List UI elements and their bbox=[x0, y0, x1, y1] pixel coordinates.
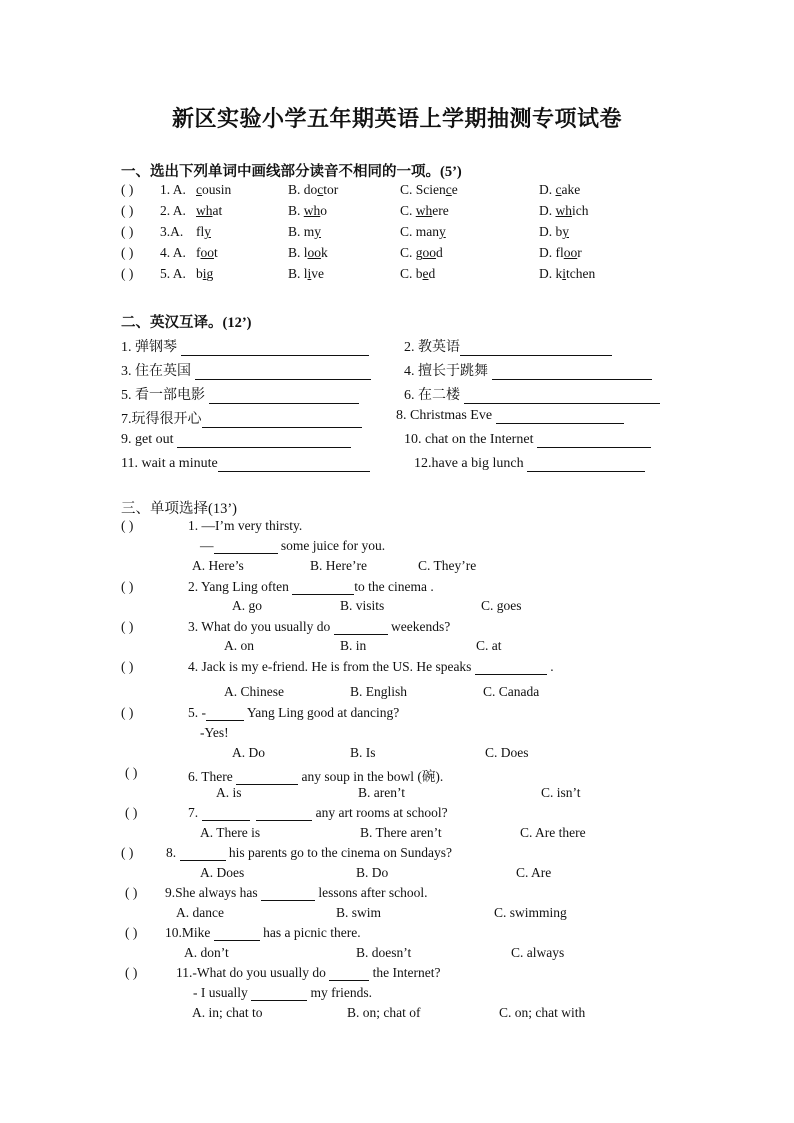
q10-option-b: B. doesn’t bbox=[356, 945, 412, 960]
q11-line2: - I usually my friends. bbox=[193, 985, 372, 1000]
section1-question-number: 1. A. bbox=[160, 182, 186, 197]
answer-blank[interactable] bbox=[195, 365, 371, 380]
q5-option-a: A. Do bbox=[232, 745, 265, 760]
q11-paren: ( ) bbox=[125, 965, 138, 980]
underlined-letters: c bbox=[196, 182, 202, 197]
answer-blank[interactable] bbox=[334, 620, 388, 635]
q3-option-c: C. at bbox=[476, 638, 502, 653]
answer-blank[interactable] bbox=[236, 770, 298, 785]
answer-blank[interactable] bbox=[292, 580, 354, 595]
option-text: ousin bbox=[202, 182, 232, 197]
section1-question-number: 5. A. bbox=[160, 266, 186, 281]
q10-stem: 10.Mike has a picnic there. bbox=[165, 925, 361, 940]
underlined-letters: oo bbox=[307, 245, 322, 260]
option-text: D. fl bbox=[539, 245, 564, 260]
section1-question-number: 3.A. bbox=[160, 224, 184, 239]
section1-heading: 一、选出下列单词中画线部分读音不相同的一项。(5’) bbox=[121, 164, 462, 180]
answer-blank[interactable] bbox=[329, 966, 369, 981]
answer-blank[interactable] bbox=[496, 409, 624, 424]
q5-stem: 5. - Yang Ling good at dancing? bbox=[188, 705, 400, 720]
q9-option-c: C. swimming bbox=[494, 905, 567, 920]
section1-option-d bbox=[539, 224, 569, 240]
q4-option-b: B. English bbox=[350, 684, 408, 699]
option-text: d bbox=[428, 266, 436, 281]
section1-option-a bbox=[196, 245, 218, 261]
option-text: g bbox=[206, 266, 214, 281]
answer-blank[interactable] bbox=[209, 389, 359, 404]
translate-item-3: 3. 住在英国 bbox=[121, 360, 371, 380]
section1-option-a bbox=[196, 203, 222, 219]
section1-option-a bbox=[196, 224, 211, 240]
option-text: k bbox=[321, 245, 328, 260]
section1-option-b bbox=[288, 182, 338, 198]
underlined-letters: y bbox=[439, 224, 446, 239]
section1-question-number: 2. A. bbox=[160, 203, 186, 218]
answer-blank[interactable] bbox=[251, 986, 307, 1001]
translate-item-10: 10. chat on the Internet bbox=[404, 432, 651, 448]
q8-option-a: A. Does bbox=[200, 865, 245, 880]
section1-option-b bbox=[288, 245, 328, 261]
option-text: ich bbox=[572, 203, 589, 218]
section1-option-d bbox=[539, 245, 582, 261]
section3-heading: 三、单项选择(13’) bbox=[121, 501, 237, 517]
option-text: D. bbox=[539, 182, 556, 197]
underlined-letters: oo bbox=[422, 245, 437, 260]
section1-option-c bbox=[400, 203, 449, 219]
q6-option-a: A. is bbox=[216, 785, 242, 800]
q8-paren: ( ) bbox=[121, 845, 134, 860]
q2-stem: 2. Yang Ling often to the cinema . bbox=[188, 579, 434, 594]
q6-option-c: C. isn’t bbox=[541, 785, 581, 800]
option-text: B. l bbox=[288, 266, 308, 281]
option-text: D. bbox=[539, 203, 556, 218]
section1-paren: ( ) bbox=[121, 224, 134, 239]
translate-item-11: 11. wait a minute bbox=[121, 456, 370, 472]
answer-blank[interactable] bbox=[202, 806, 250, 821]
translate-item-6: 6. 在二楼 bbox=[404, 384, 660, 404]
answer-blank[interactable] bbox=[256, 806, 312, 821]
translate-item-2: 2. 教英语 bbox=[404, 336, 612, 356]
underlined-letters: oo bbox=[200, 245, 214, 260]
q8-option-c: C. Are bbox=[516, 865, 552, 880]
q1-option-c: C. They’re bbox=[418, 558, 477, 573]
q10-paren: ( ) bbox=[125, 925, 138, 940]
section1-option-a bbox=[196, 266, 213, 282]
section2-heading: 二、英汉互译。(12’) bbox=[121, 315, 252, 331]
q9-stem: 9.She always has lessons after school. bbox=[165, 885, 428, 900]
answer-blank[interactable] bbox=[218, 457, 370, 472]
section1-option-b bbox=[288, 224, 321, 240]
answer-blank[interactable] bbox=[214, 539, 278, 554]
option-text: B. l bbox=[288, 245, 308, 260]
q2-option-c: C. goes bbox=[481, 598, 522, 613]
answer-blank[interactable] bbox=[464, 389, 660, 404]
answer-blank[interactable] bbox=[177, 433, 351, 448]
option-text: o bbox=[320, 203, 328, 218]
q9-option-b: B. swim bbox=[336, 905, 382, 920]
q9-option-a: A. dance bbox=[176, 905, 224, 920]
option-text: fl bbox=[196, 224, 205, 239]
q1-line2: — some juice for you. bbox=[200, 538, 386, 553]
option-text: C. Scien bbox=[400, 182, 446, 197]
option-text: ere bbox=[432, 203, 449, 218]
option-text: C. bbox=[400, 203, 416, 218]
section1-option-c bbox=[400, 245, 443, 261]
section1-option-c bbox=[400, 266, 435, 282]
option-text: B. m bbox=[288, 224, 315, 239]
option-text: d bbox=[436, 245, 443, 260]
answer-blank[interactable] bbox=[460, 341, 612, 356]
q8-option-b: B. Do bbox=[356, 865, 389, 880]
q1-option-b: B. Here’re bbox=[310, 558, 367, 573]
page-title: 新区实验小学五年期英语上学期抽测专项试卷 bbox=[171, 106, 622, 131]
q5-option-c: C. Does bbox=[485, 745, 529, 760]
underlined-letters: c bbox=[317, 182, 324, 197]
q11-stem: 11.-What do you usually do the Internet? bbox=[176, 965, 441, 980]
underlined-letters: wh bbox=[303, 203, 321, 218]
q7-option-b: B. There aren’t bbox=[360, 825, 442, 840]
option-text: B. do bbox=[288, 182, 318, 197]
section1-option-d bbox=[539, 203, 589, 219]
q4-option-a: A. Chinese bbox=[224, 684, 284, 699]
option-text: t bbox=[214, 245, 218, 260]
q6-paren: ( ) bbox=[125, 765, 138, 780]
q10-option-a: A. don’t bbox=[184, 945, 229, 960]
option-text: r bbox=[577, 245, 582, 260]
option-text: tor bbox=[323, 182, 339, 197]
answer-blank[interactable] bbox=[261, 886, 315, 901]
q11-option-b: B. on; chat of bbox=[347, 1005, 421, 1020]
translate-item-12: 12.have a big lunch bbox=[414, 456, 645, 472]
q3-option-a: A. on bbox=[224, 638, 254, 653]
translate-item-8: 8. Christmas Eve bbox=[396, 408, 624, 424]
q9-paren: ( ) bbox=[125, 885, 138, 900]
q6-stem: 6. There any soup in the bowl (碗). bbox=[188, 769, 444, 784]
section1-paren: ( ) bbox=[121, 182, 134, 197]
answer-blank[interactable] bbox=[537, 433, 651, 448]
option-text: b bbox=[196, 266, 203, 281]
q11-option-a: A. in; chat to bbox=[192, 1005, 263, 1020]
underlined-letters: i bbox=[307, 266, 312, 281]
option-text: C. g bbox=[400, 245, 423, 260]
underlined-letters: wh bbox=[415, 203, 433, 218]
answer-blank[interactable] bbox=[206, 706, 244, 721]
translate-item-4: 4. 擅长于跳舞 bbox=[404, 360, 652, 380]
underlined-letters: wh bbox=[555, 203, 572, 218]
option-text: B. bbox=[288, 203, 304, 218]
q5-line2: -Yes! bbox=[200, 725, 229, 740]
q4-paren: ( ) bbox=[121, 659, 134, 674]
option-text: f bbox=[196, 245, 201, 260]
q6-option-b: B. aren’t bbox=[358, 785, 405, 800]
q1-option-a: A. Here’s bbox=[192, 558, 244, 573]
underlined-letters: e bbox=[422, 266, 429, 281]
q4-option-c: C. Canada bbox=[483, 684, 540, 699]
section1-paren: ( ) bbox=[121, 203, 134, 218]
option-text: at bbox=[212, 203, 223, 218]
section1-question-number: 4. A. bbox=[160, 245, 186, 260]
section1-option-c bbox=[400, 182, 458, 198]
answer-blank[interactable] bbox=[492, 365, 652, 380]
q1-paren: ( ) bbox=[121, 518, 134, 533]
answer-blank[interactable] bbox=[180, 846, 226, 861]
answer-blank[interactable] bbox=[214, 926, 260, 941]
section1-option-a bbox=[196, 182, 231, 198]
q5-option-b: B. Is bbox=[350, 745, 376, 760]
answer-blank[interactable] bbox=[202, 413, 362, 428]
section1-option-d bbox=[539, 266, 595, 282]
answer-blank[interactable] bbox=[181, 341, 369, 356]
underlined-letters: i bbox=[562, 266, 567, 281]
section1-option-c bbox=[400, 224, 446, 240]
translate-item-1: 1. 弹钢琴 bbox=[121, 336, 369, 356]
underlined-letters: y bbox=[314, 224, 322, 239]
translate-item-9: 9. get out bbox=[121, 432, 351, 448]
q3-stem: 3. What do you usually do weekends? bbox=[188, 619, 451, 634]
option-text: C. man bbox=[400, 224, 439, 239]
answer-blank[interactable] bbox=[527, 457, 645, 472]
section1-option-b bbox=[288, 266, 324, 282]
q2-option-a: A. go bbox=[232, 598, 262, 613]
q11-option-c: C. on; chat with bbox=[499, 1005, 586, 1020]
underlined-letters: y bbox=[204, 224, 211, 239]
q5-paren: ( ) bbox=[121, 705, 134, 720]
q3-option-b: B. in bbox=[340, 638, 367, 653]
q4-stem: 4. Jack is my e-friend. He is from the US. He speaks . bbox=[188, 659, 554, 674]
underlined-letters: c bbox=[555, 182, 562, 197]
option-text: e bbox=[451, 182, 458, 197]
q7-stem: 7. any art rooms at school? bbox=[188, 805, 448, 820]
option-text: ve bbox=[311, 266, 325, 281]
q7-option-c: C. Are there bbox=[520, 825, 586, 840]
section1-paren: ( ) bbox=[121, 266, 134, 281]
q8-stem: 8. his parents go to the cinema on Sundays? bbox=[166, 845, 452, 860]
q1-stem: 1. —I’m very thirsty. bbox=[188, 518, 303, 533]
underlined-letters: oo bbox=[563, 245, 578, 260]
q2-option-b: B. visits bbox=[340, 598, 385, 613]
q3-paren: ( ) bbox=[121, 619, 134, 634]
answer-blank[interactable] bbox=[475, 660, 547, 675]
q2-paren: ( ) bbox=[121, 579, 134, 594]
underlined-letters: i bbox=[202, 266, 207, 281]
option-text: D. b bbox=[539, 224, 563, 239]
q10-option-c: C. always bbox=[511, 945, 565, 960]
section1-option-b bbox=[288, 203, 327, 219]
translate-item-5: 5. 看一部电影 bbox=[121, 384, 359, 404]
translate-item-7: 7.玩得很开心 bbox=[121, 408, 362, 428]
q7-option-a: A. There is bbox=[200, 825, 261, 840]
underlined-letters: wh bbox=[196, 203, 213, 218]
section1-option-d bbox=[539, 182, 580, 198]
option-text: ake bbox=[561, 182, 581, 197]
option-text: C. b bbox=[400, 266, 423, 281]
underlined-letters: c bbox=[445, 182, 452, 197]
underlined-letters: y bbox=[562, 224, 569, 239]
q7-paren: ( ) bbox=[125, 805, 138, 820]
option-text: D. k bbox=[539, 266, 563, 281]
section1-paren: ( ) bbox=[121, 245, 134, 260]
option-text: tchen bbox=[566, 266, 596, 281]
